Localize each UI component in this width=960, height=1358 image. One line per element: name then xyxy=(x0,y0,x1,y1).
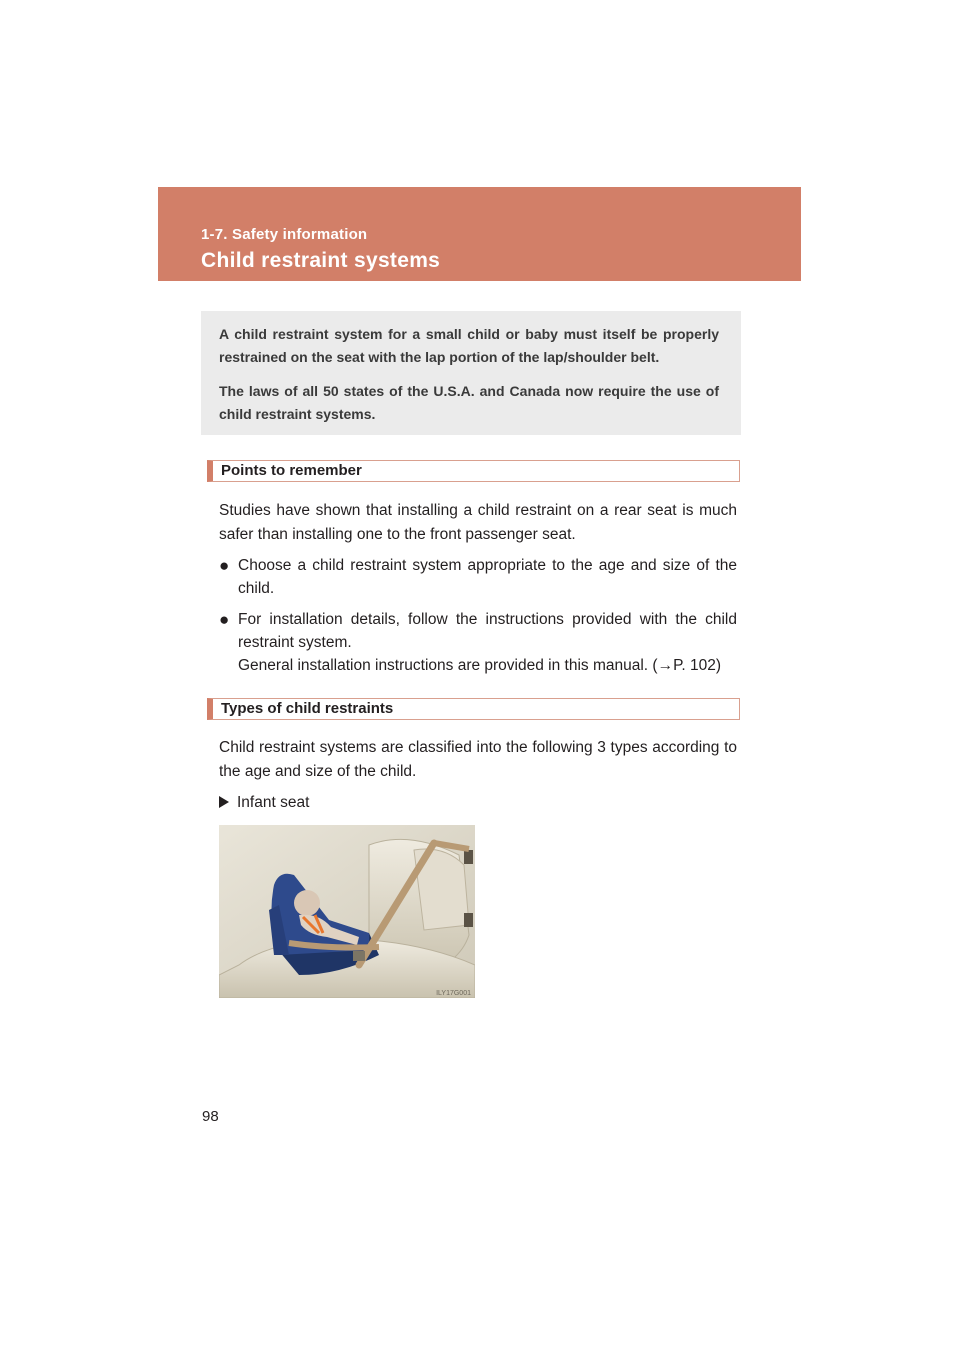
intro-paragraph-2: The laws of all 50 states of the U.S.A. and Canada now require the use of child restraint systems. xyxy=(219,383,719,422)
types-body-text: Child restraint systems are classified into the following 3 types according to the age and size of the child. xyxy=(219,739,737,780)
page-title: Child restraint systems xyxy=(201,249,441,272)
infant-seat-illustration xyxy=(219,825,475,998)
infant-seat-drawing xyxy=(219,825,475,998)
heading-points-to-remember: Points to remember xyxy=(207,460,740,482)
section-label: 1-7. Safety information xyxy=(201,226,368,243)
bullet-dot-icon: ● xyxy=(219,556,230,575)
header-band xyxy=(158,187,801,281)
infant-seat-item xyxy=(219,792,309,814)
image-code-label: ILY17G001 xyxy=(436,990,471,997)
bullet-dot-icon: ● xyxy=(219,610,230,629)
bullet-item xyxy=(219,608,737,677)
triangle-arrow-icon xyxy=(219,796,229,808)
page-number: 98 xyxy=(202,1108,219,1125)
bullet-text: For installation details, follow the instructions provided with the child restraint system. xyxy=(238,611,737,651)
intro-paragraph-1: A child restraint system for a small child or baby must itself be properly restrained on the seat with the lap portion of the lap/shoulder belt. xyxy=(219,326,719,365)
bullet-extra-text: General installation instructions are provided in this manual. (→P. 102) xyxy=(238,657,722,674)
intro-box xyxy=(201,311,741,435)
bullet-item xyxy=(219,554,737,600)
bullet-text: Choose a child restraint system appropriate to the age and size of the child. xyxy=(238,557,737,597)
points-body-text: Studies have shown that installing a child restraint on a rear seat is much safer than installing one to the front passenger seat. xyxy=(219,502,737,543)
infant-seat-label: Infant seat xyxy=(237,794,310,811)
heading-types-of-child-restraints: Types of child restraints xyxy=(207,698,740,720)
